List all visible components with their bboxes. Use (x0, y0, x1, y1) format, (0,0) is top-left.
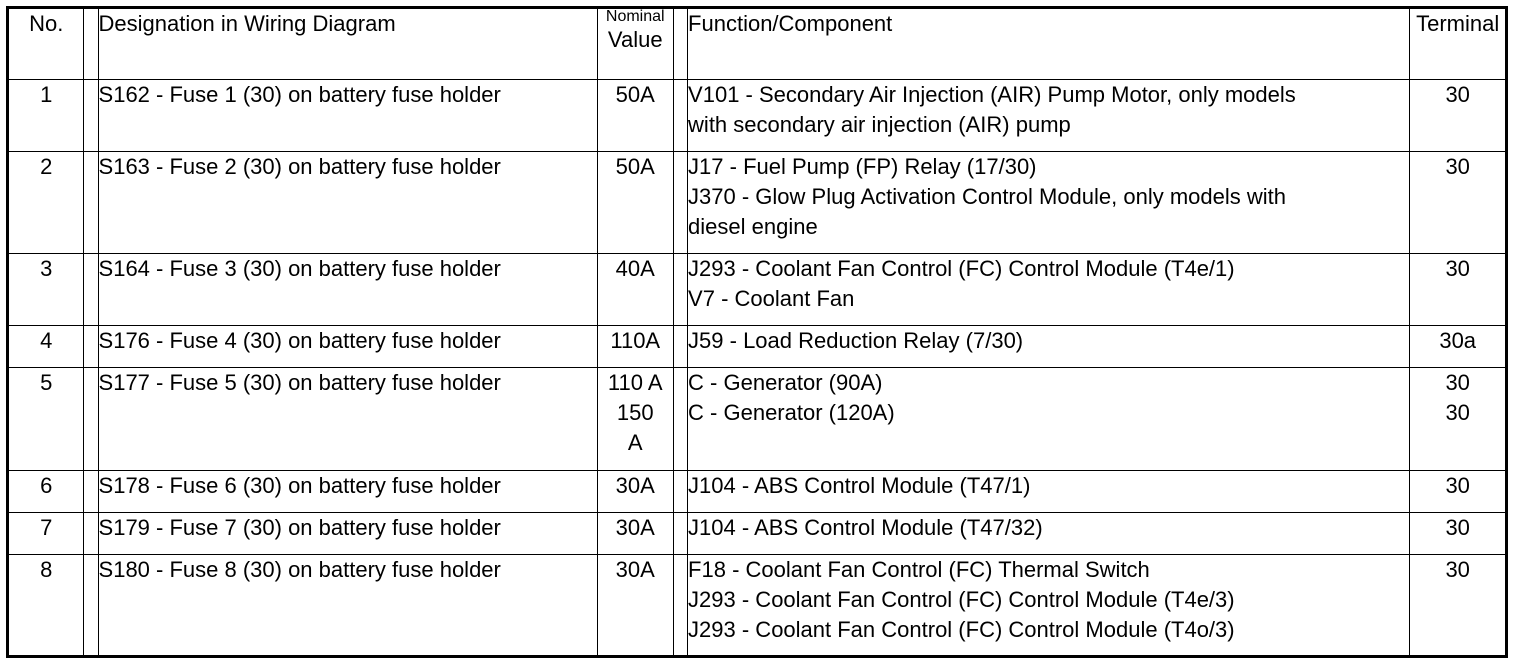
function-cell (688, 470, 1410, 512)
spacer-cell (673, 254, 687, 326)
designation-cell: S162 - Fuse 1 (30) on battery fuse holder (98, 80, 597, 152)
row-number: 6 (8, 470, 84, 512)
terminal-cell (1410, 152, 1507, 254)
nominal-value-line: 110 A (607, 370, 663, 396)
spacer-cell (673, 470, 687, 512)
header-row (8, 8, 1507, 80)
spacer-cell (673, 512, 687, 554)
nominal-value-line: 30A (615, 556, 655, 582)
function-line: J293 - Coolant Fan Control (FC) Control Module (T4o/3) (688, 616, 1235, 642)
terminal-cell (1410, 470, 1507, 512)
function-line: J104 - ABS Control Module (T47/32) (688, 514, 1043, 540)
terminal-line: 30 (1445, 400, 1470, 426)
terminal-cell (1410, 326, 1507, 368)
terminal-line: 30 (1445, 370, 1470, 396)
row-number: 8 (8, 554, 84, 656)
terminal-cell (1410, 512, 1507, 554)
nominal-value-line: 50A (615, 82, 655, 107)
nominal-value-cell (597, 470, 673, 512)
nominal-value-cell (597, 368, 673, 470)
header-nominal-value (597, 8, 673, 80)
function-cell (688, 254, 1410, 326)
terminal-cell (1410, 254, 1507, 326)
nominal-value-cell (597, 152, 673, 254)
row-number: 5 (8, 368, 84, 470)
terminal-line: 30 (1445, 556, 1470, 582)
nominal-value-line: A (627, 430, 643, 456)
table-row (8, 254, 1507, 326)
function-cell (688, 152, 1410, 254)
designation-cell: S178 - Fuse 6 (30) on battery fuse holder (98, 470, 597, 512)
designation-cell: S177 - Fuse 5 (30) on battery fuse holder (98, 368, 597, 470)
terminal-line: 30a (1439, 328, 1477, 354)
function-cell (688, 80, 1410, 152)
function-line: J104 - ABS Control Module (T47/1) (688, 472, 1031, 498)
designation-cell: S176 - Fuse 4 (30) on battery fuse holder (98, 326, 597, 368)
function-line: J370 - Glow Plug Activation Control Module, only models with (688, 184, 1286, 210)
header-function: Function/Component (688, 8, 1410, 80)
nominal-value-line: 40A (615, 256, 655, 282)
table-body (8, 80, 1507, 657)
terminal-cell (1410, 368, 1507, 470)
spacer-cell (84, 254, 98, 326)
spacer-cell (673, 152, 687, 254)
function-line: F18 - Coolant Fan Control (FC) Thermal Switch (688, 556, 1150, 582)
terminal-line: 30 (1445, 472, 1470, 498)
designation-cell: S180 - Fuse 8 (30) on battery fuse holder (98, 554, 597, 656)
table-row (8, 326, 1507, 368)
spacer-cell (84, 8, 98, 80)
terminal-line: 30 (1445, 256, 1470, 282)
nominal-value-line: 50A (615, 154, 655, 180)
nominal-value-cell (597, 326, 673, 368)
nominal-value-line: 30A (615, 472, 655, 498)
terminal-cell (1410, 554, 1507, 656)
table-row (8, 80, 1507, 152)
nominal-value-cell (597, 554, 673, 656)
row-number: 2 (8, 152, 84, 254)
spacer-cell (673, 8, 687, 80)
spacer-cell (673, 554, 687, 656)
terminal-line: 30 (1445, 154, 1470, 180)
function-line: J293 - Coolant Fan Control (FC) Control Module (T4e/1) (688, 256, 1235, 282)
fuse-assignment-table (6, 6, 1508, 658)
function-cell (688, 368, 1410, 470)
function-line: with secondary air injection (AIR) pump (688, 112, 1071, 137)
terminal-line: 30 (1445, 514, 1470, 540)
function-cell (688, 512, 1410, 554)
function-line: V7 - Coolant Fan (688, 286, 855, 312)
row-number: 4 (8, 326, 84, 368)
row-number: 7 (8, 512, 84, 554)
function-line: J17 - Fuel Pump (FP) Relay (17/30) (688, 154, 1037, 180)
table-row (8, 152, 1507, 254)
header-designation: Designation in Wiring Diagram (98, 8, 597, 80)
function-line: J59 - Load Reduction Relay (7/30) (688, 328, 1024, 354)
spacer-cell (84, 326, 98, 368)
nominal-value-line: 150 (616, 400, 654, 426)
nominal-value-cell (597, 80, 673, 152)
nominal-value-line: 110A (610, 328, 661, 354)
function-cell (688, 554, 1410, 656)
terminal-cell (1410, 80, 1507, 152)
table-row (8, 470, 1507, 512)
header-no: No. (8, 8, 84, 80)
header-terminal: Terminal (1410, 8, 1507, 80)
row-number: 1 (8, 80, 84, 152)
spacer-cell (84, 470, 98, 512)
table-row (8, 368, 1507, 470)
spacer-cell (84, 368, 98, 470)
function-line: C - Generator (90A) (688, 370, 883, 396)
table-row (8, 512, 1507, 554)
designation-cell: S163 - Fuse 2 (30) on battery fuse holder (98, 152, 597, 254)
nominal-value-cell (597, 512, 673, 554)
row-number: 3 (8, 254, 84, 326)
table-row (8, 554, 1507, 656)
spacer-cell (673, 368, 687, 470)
spacer-cell (84, 80, 98, 152)
spacer-cell (673, 80, 687, 152)
nominal-value-cell (597, 254, 673, 326)
function-line: diesel engine (688, 214, 818, 240)
header-nominal-top: Nominal (605, 8, 665, 25)
spacer-cell (84, 152, 98, 254)
function-line: V101 - Secondary Air Injection (AIR) Pump Motor, only models (688, 82, 1296, 107)
function-cell (688, 326, 1410, 368)
spacer-cell (84, 512, 98, 554)
function-line: C - Generator (120A) (688, 400, 895, 426)
designation-cell: S164 - Fuse 3 (30) on battery fuse holder (98, 254, 597, 326)
terminal-line: 30 (1445, 82, 1470, 107)
spacer-cell (673, 326, 687, 368)
function-line: J293 - Coolant Fan Control (FC) Control Module (T4e/3) (688, 586, 1235, 612)
designation-cell: S179 - Fuse 7 (30) on battery fuse holder (98, 512, 597, 554)
spacer-cell (84, 554, 98, 656)
nominal-value-line: 30A (615, 514, 655, 540)
header-nominal-bottom: Value (607, 27, 663, 52)
